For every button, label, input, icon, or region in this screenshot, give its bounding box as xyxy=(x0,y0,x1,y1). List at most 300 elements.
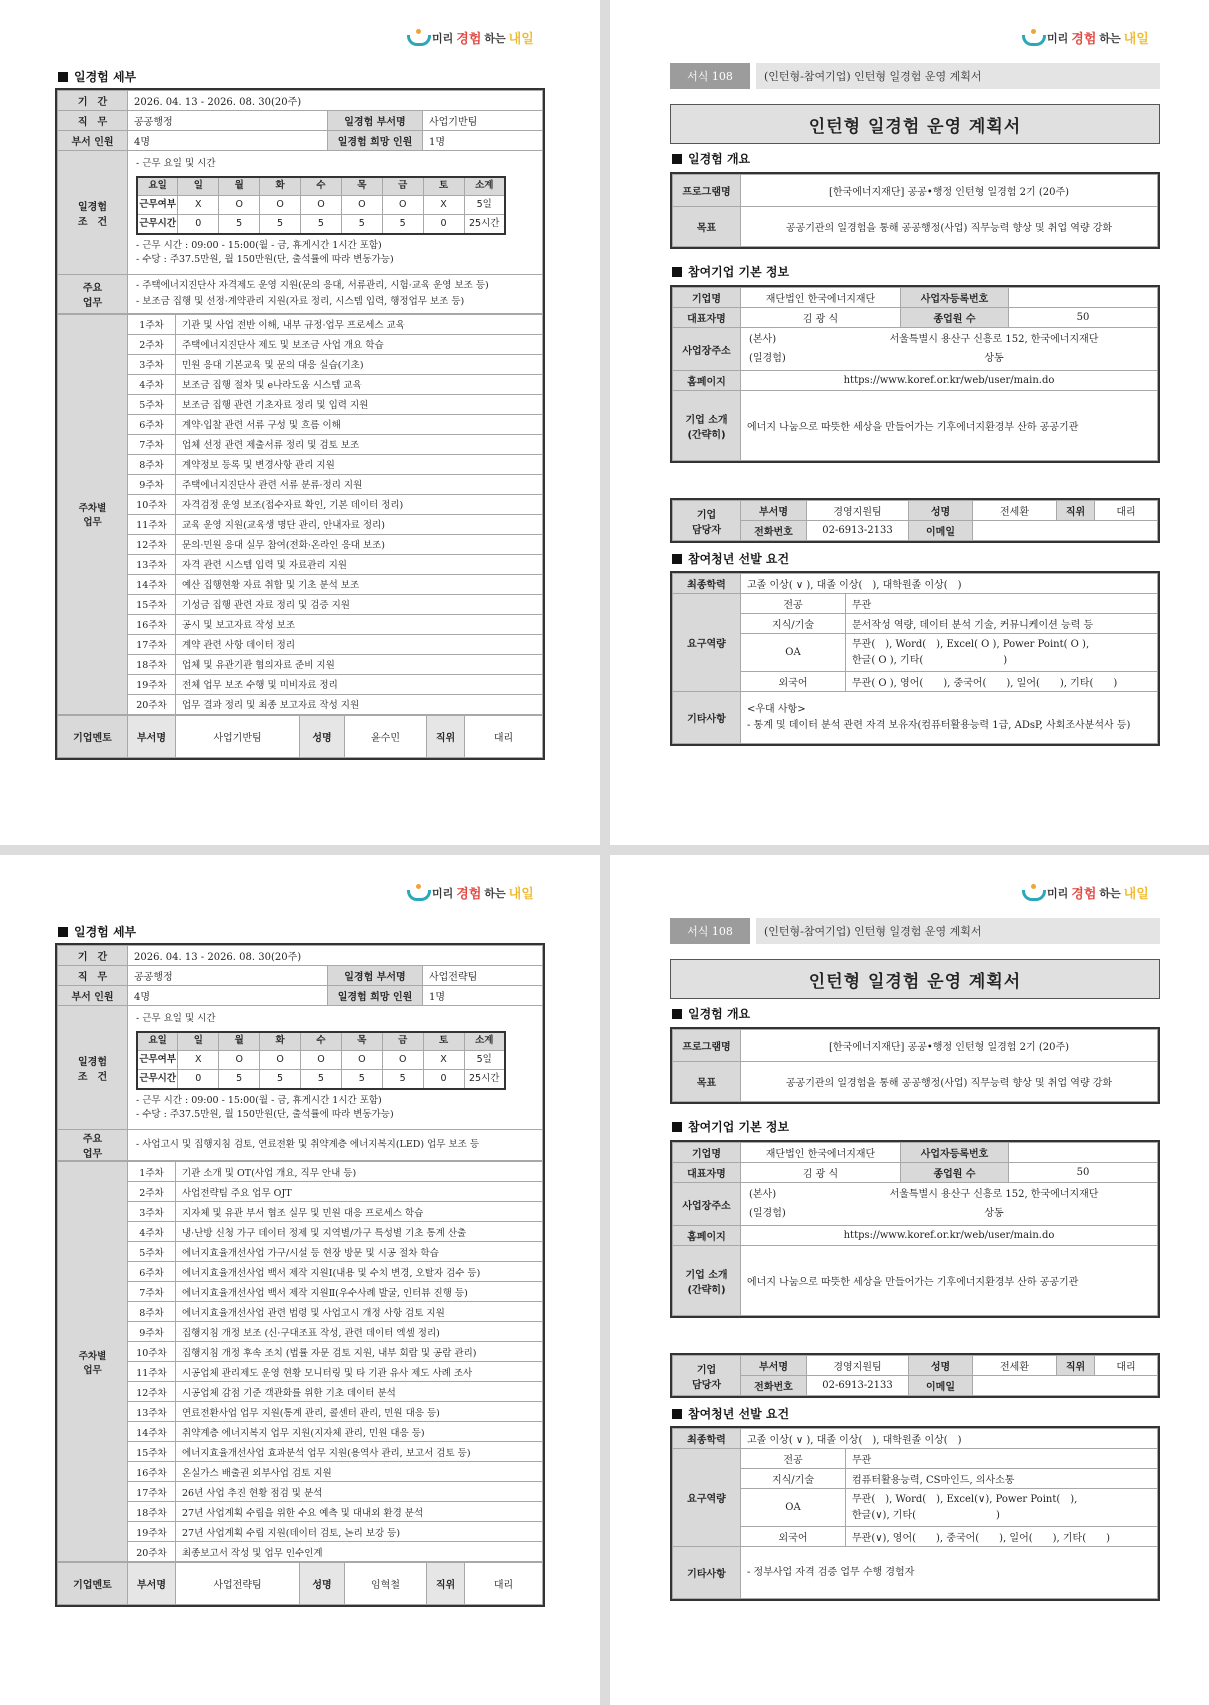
language-value: 무관( O ), 영어( ), 중국어( ), 일어( ), 기타( ) xyxy=(846,672,1158,692)
program-value: [한국에너지재단] 공공•행정 인턴형 일경험 2기 (20주) xyxy=(741,1030,1158,1062)
week-number: 12주차 xyxy=(128,534,176,554)
schedule-cell: 일 xyxy=(178,177,219,196)
company-table xyxy=(670,285,1160,463)
wanted-label: 일경험 희망 인원 xyxy=(327,986,422,1006)
week-task: 민원 응대 기본교육 및 문의 대응 실습(기초) xyxy=(176,354,543,374)
schedule-cell: 0 xyxy=(178,215,219,234)
phone-label: 전화번호 xyxy=(741,1376,807,1396)
week-number: 18주차 xyxy=(128,654,176,674)
week-number: 16주차 xyxy=(128,1462,176,1482)
schedule-cell: 수 xyxy=(301,177,342,196)
schedule-cell: 목 xyxy=(341,1032,382,1051)
intro-value: 에너지 나눔으로 따뜻한 세상을 만들어가는 기후에너지환경부 산하 공공기관 xyxy=(741,391,1158,461)
page-divider-horizontal xyxy=(0,845,1209,855)
week-task: 에너지효율개선사업 백서 제작 지원Ⅰ(내용 및 수치 변경, 오탈자 검수 등) xyxy=(176,1262,543,1282)
square-bullet-icon xyxy=(672,154,682,164)
week-number: 19주차 xyxy=(128,1522,176,1542)
job-value: 공공행정 xyxy=(128,966,328,986)
contact-dept: 경영지원팀 xyxy=(807,1356,909,1376)
schedule-cell: O xyxy=(260,1051,301,1070)
week-task: 예산 집행현황 자료 취합 및 기초 분석 보조 xyxy=(176,574,543,594)
schedule-cell: 금 xyxy=(382,177,423,196)
week-row xyxy=(58,634,543,654)
week-number: 16주차 xyxy=(128,614,176,634)
week-row xyxy=(58,374,543,394)
logo-text-3: 하는 xyxy=(484,31,506,45)
program-value: [한국에너지재단] 공공•행정 인턴형 일경험 2기 (20주) xyxy=(741,175,1158,207)
schedule-cell: 0 xyxy=(423,215,464,234)
weekly-label-1: 주차별 xyxy=(78,503,107,514)
week-row xyxy=(58,494,543,514)
main-tasks-label-2: 업무 xyxy=(82,1149,103,1161)
period-label: 기 간 xyxy=(58,946,128,966)
schedule-cell: 근무여부 xyxy=(137,1051,178,1070)
education-label: 최종학력 xyxy=(673,574,741,594)
week-row xyxy=(58,1182,543,1202)
form-label: (인턴형-참여기업) 인턴형 일경험 운영 계획서 xyxy=(756,918,1160,944)
detail-page-1 xyxy=(0,0,600,845)
mentor-dept-label: 부서명 xyxy=(128,715,176,757)
oa-line-1: 무관( ), Word( ), Excel( O ), Power Point( O ), xyxy=(852,638,1090,650)
week-row xyxy=(58,614,543,634)
contact-name: 전세환 xyxy=(973,1356,1057,1376)
mentor-table xyxy=(57,1562,543,1605)
week-task: 냉·난방 신청 가구 데이터 정제 및 지역별/가구 특성별 기초 통계 산출 xyxy=(176,1222,543,1242)
conditions-cell xyxy=(128,1006,543,1130)
site-address: 상동 xyxy=(984,1208,1004,1219)
biz-no xyxy=(1009,1143,1158,1163)
week-task: 주택에너지진단사 제도 및 보조금 사업 개요 학습 xyxy=(176,334,543,354)
week-task: 계약·입찰 관련 서류 구성 및 흐름 이해 xyxy=(176,414,543,434)
intro-label-2: (간략히) xyxy=(687,1284,726,1296)
intro-label-1: 기업 소개 xyxy=(685,414,728,426)
weekly-label-1: 주차별 xyxy=(78,1350,107,1362)
week-task: 집행지침 개정 후속 조치 (법률 자문 검토 지원, 내부 회람 및 공람 관리) xyxy=(176,1342,543,1362)
week-number: 19주차 xyxy=(128,674,176,694)
hq-address: 서울특별시 용산구 신흥로 152, 한국에너지재단 xyxy=(889,334,1099,345)
etc-value xyxy=(741,1547,1158,1599)
week-row xyxy=(58,1282,543,1302)
week-task: 주택에너지진단사 관련 서류 분류·정리 지원 xyxy=(176,474,543,494)
logo-text-4: 내일 xyxy=(1123,32,1149,47)
dept-label: 일경험 부서명 xyxy=(327,966,422,986)
biz-no-label: 사업자등록번호 xyxy=(901,1143,1009,1163)
major-value: 무관 xyxy=(846,1449,1158,1469)
runner-logo-icon xyxy=(1020,884,1044,902)
email-label: 이메일 xyxy=(909,521,973,541)
contact-rank-label: 직위 xyxy=(1057,501,1095,521)
week-task: 27년 사업계획 수립 지원(데이터 검토, 논리 보강 등) xyxy=(176,1522,543,1542)
week-task: 사업전략팀 주요 업무 OJT xyxy=(176,1182,543,1202)
site-address: 상동 xyxy=(984,353,1004,364)
week-number: 6주차 xyxy=(128,1262,176,1282)
week-task: 에너지효율개선사업 가구/시설 등 현장 방문 및 시공 절차 학습 xyxy=(176,1242,543,1262)
conditions-label xyxy=(58,1006,128,1130)
conditions-intro: - 근무 요일 및 시간 xyxy=(136,1013,216,1024)
week-row xyxy=(58,394,543,414)
week-number: 10주차 xyxy=(128,494,176,514)
week-number: 13주차 xyxy=(128,554,176,574)
schedule-cell: 25시간 xyxy=(464,1070,505,1089)
conditions-cell xyxy=(128,151,543,275)
email-label: 이메일 xyxy=(909,1376,973,1396)
week-number: 4주차 xyxy=(128,374,176,394)
week-row xyxy=(58,454,543,474)
program-logo xyxy=(405,28,534,47)
major-label: 전공 xyxy=(741,1449,846,1469)
address-label: 사업장주소 xyxy=(673,328,741,371)
week-number: 1주차 xyxy=(128,1162,176,1182)
section-title-text: 참여청년 선발 요건 xyxy=(688,552,790,566)
main-tasks-label xyxy=(58,1130,128,1161)
logo-text-3: 하는 xyxy=(1099,886,1121,900)
intro-label-2: (간략히) xyxy=(687,429,726,441)
staff-value: 4명 xyxy=(128,986,328,1006)
section-title-company xyxy=(672,1118,789,1135)
section-title-text: 일경험 개요 xyxy=(688,152,751,166)
intro-label xyxy=(673,1246,741,1316)
schedule-cell: X xyxy=(178,196,219,215)
skills-label: 요구역량 xyxy=(673,1449,741,1547)
week-row xyxy=(58,1322,543,1342)
schedule-cell: X xyxy=(423,1051,464,1070)
job-value: 공공행정 xyxy=(128,111,328,131)
week-number: 20주차 xyxy=(128,694,176,714)
schedule-cell: 화 xyxy=(260,1032,301,1051)
week-number: 6주차 xyxy=(128,414,176,434)
week-number: 2주차 xyxy=(128,1182,176,1202)
detail-page-2 xyxy=(0,855,600,1705)
main-tasks-label-1: 주요 xyxy=(82,282,103,294)
mentor-rank-label: 직위 xyxy=(427,715,465,757)
plan-page-2 xyxy=(610,855,1209,1705)
week-number: 3주차 xyxy=(128,1202,176,1222)
week-row xyxy=(58,334,543,354)
oa-value xyxy=(846,1489,1158,1527)
logo-text-2: 경험 xyxy=(456,887,482,902)
square-bullet-icon xyxy=(672,1009,682,1019)
contact-rank: 대리 xyxy=(1095,501,1158,521)
conditions-label-1: 일경험 xyxy=(78,1056,107,1068)
week-task: 자격 관련 시스템 입력 및 자료관리 지원 xyxy=(176,554,543,574)
week-number: 5주차 xyxy=(128,1242,176,1262)
main-task-line: - 사업고시 및 집행지침 검토, 연료전환 및 취약계층 에너지복지(LED) 업무 보조 등 xyxy=(136,1139,480,1151)
staff-label: 부서 인원 xyxy=(58,131,128,151)
work-time: - 근무 시간 : 09:00 - 15:00(월 - 금, 휴게시간 1시간 포함) xyxy=(136,1094,382,1106)
intro-label xyxy=(673,391,741,461)
mentor-rank: 대리 xyxy=(465,1563,543,1605)
dept-value: 사업전략팀 xyxy=(422,966,542,986)
section-title-text: 일경험 세부 xyxy=(74,70,137,84)
logo-text-2: 경험 xyxy=(456,32,482,47)
schedule-cell: 5 xyxy=(260,215,301,234)
week-task: 전체 업무 보조 수행 및 미비자료 정리 xyxy=(176,674,543,694)
logo-text-4: 내일 xyxy=(1123,887,1149,902)
employees-value: 50 xyxy=(1009,308,1158,328)
week-row xyxy=(58,1202,543,1222)
week-task: 기성금 집행 관련 자료 정리 및 검증 지원 xyxy=(176,594,543,614)
week-row xyxy=(58,574,543,594)
week-row xyxy=(58,694,543,714)
etc-label: 기타사항 xyxy=(673,1547,741,1599)
schedule-cell: 토 xyxy=(423,177,464,196)
square-bullet-icon xyxy=(672,554,682,564)
wanted-label: 일경험 희망 인원 xyxy=(327,131,422,151)
week-task: 자격검정 운영 보조(접수자료 확인, 기본 데이터 정리) xyxy=(176,494,543,514)
schedule-cell: 5 xyxy=(219,1070,260,1089)
detail-table xyxy=(55,943,545,1607)
weekly-label-2: 업무 xyxy=(83,517,102,528)
schedule-cell: 근무시간 xyxy=(137,215,178,234)
ceo-label: 대표자명 xyxy=(673,1163,741,1183)
schedule-cell: 화 xyxy=(260,177,301,196)
logo-text-2: 경험 xyxy=(1071,887,1097,902)
major-label: 전공 xyxy=(741,594,846,614)
conditions-label-1: 일경험 xyxy=(78,201,107,213)
wanted-value: 1명 xyxy=(422,131,542,151)
program-logo xyxy=(405,883,534,902)
logo-text-2: 경험 xyxy=(1071,32,1097,47)
main-tasks-label-1: 주요 xyxy=(82,1134,103,1146)
etc-line-1: <우대 사항> xyxy=(747,703,806,715)
week-number: 17주차 xyxy=(128,1482,176,1502)
phone-value: 02-6913-2133 xyxy=(807,521,909,541)
week-task: 기관 소개 및 OT(사업 개요, 직무 안내 등) xyxy=(176,1162,543,1182)
homepage-link[interactable]: https://www.koref.or.kr/web/user/main.do xyxy=(741,371,1158,391)
conditions-intro: - 근무 요일 및 시간 xyxy=(136,158,216,169)
week-row xyxy=(58,314,543,334)
mentor-label: 기업멘토 xyxy=(58,1563,128,1605)
week-row xyxy=(58,354,543,374)
week-number: 10주차 xyxy=(128,1342,176,1362)
square-bullet-icon xyxy=(58,927,68,937)
main-tasks-cell xyxy=(128,1130,543,1161)
logo-text-4: 내일 xyxy=(508,32,534,47)
company-name: 재단법인 한국에너지재단 xyxy=(741,1143,901,1163)
hq-label: (본사) xyxy=(749,1189,777,1200)
week-number: 2주차 xyxy=(128,334,176,354)
week-task: 계약정보 등록 및 변경사항 관리 지원 xyxy=(176,454,543,474)
schedule-cell: 25시간 xyxy=(464,215,505,234)
weekly-tasks-label xyxy=(58,1162,128,1562)
education-value: 고졸 이상( ∨ ), 대졸 이상( ), 대학원졸 이상( ) xyxy=(741,574,1158,594)
schedule-cell: 월 xyxy=(219,1032,260,1051)
contact-rank-label: 직위 xyxy=(1057,1356,1095,1376)
week-task: 업체 및 유관기관 협의자료 준비 지원 xyxy=(176,654,543,674)
biz-no-label: 사업자등록번호 xyxy=(901,288,1009,308)
week-number: 3주차 xyxy=(128,354,176,374)
contact-dept-label: 부서명 xyxy=(741,1356,807,1376)
schedule-cell: O xyxy=(219,1051,260,1070)
week-task: 에너지효율개선사업 효과분석 업무 지원(용역사 관리, 보고서 검토 등) xyxy=(176,1442,543,1462)
week-row xyxy=(58,1242,543,1262)
staff-label: 부서 인원 xyxy=(58,986,128,1006)
schedule-cell: O xyxy=(301,1051,342,1070)
schedule-cell: 수 xyxy=(301,1032,342,1051)
week-row xyxy=(58,1402,543,1422)
week-row xyxy=(58,1262,543,1282)
form-header-bar xyxy=(670,918,1160,944)
job-label: 직 무 xyxy=(58,111,128,131)
schedule-cell: 5 xyxy=(382,215,423,234)
goal-value: 공공기관의 일경험을 통해 공공행정(사업) 직무능력 향상 및 취업 역량 강화 xyxy=(741,1062,1158,1102)
week-row xyxy=(58,1422,543,1442)
schedule-cell: 요일 xyxy=(137,1032,178,1051)
address-label: 사업장주소 xyxy=(673,1183,741,1226)
section-title-text: 참여청년 선발 요건 xyxy=(688,1407,790,1421)
week-task: 집행지침 개정 보조 (신·구대조표 작성, 관련 데이터 엑셀 정리) xyxy=(176,1322,543,1342)
week-task: 에너지효율개선사업 백서 제작 지원Ⅱ(우수사례 발굴, 인터뷰 진행 등) xyxy=(176,1282,543,1302)
contact-name-label: 성명 xyxy=(909,1356,973,1376)
section-title-overview xyxy=(672,150,750,167)
hq-label: (본사) xyxy=(749,334,777,345)
week-number: 14주차 xyxy=(128,574,176,594)
week-number: 11주차 xyxy=(128,514,176,534)
section-title-text: 참여기업 기본 정보 xyxy=(688,1120,790,1134)
week-row xyxy=(58,554,543,574)
schedule-cell: 5 xyxy=(260,1070,301,1089)
address-cell xyxy=(741,328,1158,371)
week-task: 26년 사업 추진 현황 점검 및 분석 xyxy=(176,1482,543,1502)
homepage-link[interactable]: https://www.koref.or.kr/web/user/main.do xyxy=(741,1226,1158,1246)
education-label: 최종학력 xyxy=(673,1429,741,1449)
pay-info: - 수당 : 주37.5만원, 월 150만원(단, 출석률에 따라 변동가능) xyxy=(136,254,394,266)
knowledge-label: 지식/기술 xyxy=(741,1469,846,1489)
site-label: (일경험) xyxy=(749,1208,786,1219)
period-value: 2026. 04. 13 - 2026. 08. 30(20주) xyxy=(128,946,543,966)
contact-name-label: 성명 xyxy=(909,501,973,521)
runner-logo-icon xyxy=(405,29,429,47)
schedule-cell: 0 xyxy=(423,1070,464,1089)
mentor-rank: 대리 xyxy=(465,715,543,757)
week-row xyxy=(58,1222,543,1242)
company-table xyxy=(670,1140,1160,1318)
contact-label-2: 담당자 xyxy=(692,524,721,536)
contact-label-1: 기업 xyxy=(696,509,717,521)
square-bullet-icon xyxy=(672,1409,682,1419)
weekly-label-2: 업무 xyxy=(83,1364,102,1376)
wanted-value: 1명 xyxy=(422,986,542,1006)
schedule-cell: 금 xyxy=(382,1032,423,1051)
phone-value: 02-6913-2133 xyxy=(807,1376,909,1396)
schedule-cell: 소계 xyxy=(464,1032,505,1051)
goal-label: 목표 xyxy=(673,207,741,247)
week-number: 7주차 xyxy=(128,1282,176,1302)
logo-text-1: 미리 xyxy=(1047,31,1069,45)
section-title-detail xyxy=(58,923,136,940)
schedule-cell: 0 xyxy=(178,1070,219,1089)
oa-value xyxy=(846,634,1158,672)
schedule-cell: 5일 xyxy=(464,1051,505,1070)
schedule-cell: O xyxy=(382,196,423,215)
language-value: 무관(∨), 영어( ), 중국어( ), 일어( ), 기타( ) xyxy=(846,1527,1158,1547)
period-label: 기 간 xyxy=(58,91,128,111)
conditions-label-2: 조 건 xyxy=(77,1071,108,1083)
week-row xyxy=(58,1162,543,1182)
overview-table xyxy=(670,1027,1160,1104)
week-row xyxy=(58,414,543,434)
mentor-dept-label: 부서명 xyxy=(128,1563,176,1605)
week-number: 1주차 xyxy=(128,314,176,334)
week-task: 연료전환사업 업무 지원(통계 관리, 콜센터 관리, 민원 대응 등) xyxy=(176,1402,543,1422)
main-tasks-label-2: 업무 xyxy=(82,297,103,309)
mentor-name-label: 성명 xyxy=(300,715,345,757)
week-task: 업체 선정 관련 제출서류 정리 및 검토 보조 xyxy=(176,434,543,454)
square-bullet-icon xyxy=(672,1122,682,1132)
section-title-text: 일경험 세부 xyxy=(74,925,137,939)
form-label: (인턴형-참여기업) 인턴형 일경험 운영 계획서 xyxy=(756,63,1160,89)
schedule-cell: 5 xyxy=(341,1070,382,1089)
conditions-label xyxy=(58,151,128,275)
document-title: 인턴형 일경험 운영 계획서 xyxy=(670,104,1160,144)
job-label: 직 무 xyxy=(58,966,128,986)
detail-table xyxy=(55,88,545,760)
week-number: 11주차 xyxy=(128,1362,176,1382)
oa-line-1: 무관( ), Word( ), Excel(∨), Power Point( ), xyxy=(852,1493,1078,1505)
main-task-line: - 보조금 집행 및 선정·계약관리 지원(자료 정리, 시스템 입력, 행정업무 보조 등) xyxy=(136,295,465,307)
week-row xyxy=(58,1302,543,1322)
week-number: 14주차 xyxy=(128,1422,176,1442)
week-number: 8주차 xyxy=(128,1302,176,1322)
week-task: 기관 및 사업 전반 이해, 내부 규정·업무 프로세스 교육 xyxy=(176,314,543,334)
schedule-cell: O xyxy=(382,1051,423,1070)
week-task: 27년 사업계획 수립을 위한 수요 예측 및 대내외 환경 분석 xyxy=(176,1502,543,1522)
oa-line-2: 한글( O ), 기타( ) xyxy=(852,654,1008,666)
weekly-tasks-table xyxy=(57,1161,543,1562)
week-task: 시공업체 감점 기준 객관화를 위한 기초 데이터 분석 xyxy=(176,1382,543,1402)
oa-label: OA xyxy=(741,1489,846,1527)
schedule-cell: 일 xyxy=(178,1032,219,1051)
week-number: 4주차 xyxy=(128,1222,176,1242)
major-value: 무관 xyxy=(846,594,1158,614)
week-number: 20주차 xyxy=(128,1542,176,1562)
week-task: 계약 관련 사항 데이터 정리 xyxy=(176,634,543,654)
contact-label xyxy=(673,501,741,541)
program-label: 프로그램명 xyxy=(673,1030,741,1062)
schedule-cell: 5 xyxy=(382,1070,423,1089)
main-tasks-label xyxy=(58,275,128,313)
etc-value xyxy=(741,692,1158,744)
contact-table xyxy=(670,498,1160,543)
ceo-name: 김 광 식 xyxy=(741,308,901,328)
conditions-label-2: 조 건 xyxy=(77,216,108,228)
logo-text-3: 하는 xyxy=(1099,31,1121,45)
knowledge-value: 컴퓨터활용능력, CS마인드, 의사소통 xyxy=(846,1469,1158,1489)
dept-label: 일경험 부서명 xyxy=(327,111,422,131)
week-number: 17주차 xyxy=(128,634,176,654)
etc-line-2: - 통계 및 데이터 분석 관련 자격 보유자(컴퓨터활용능력 1급, ADsP, 사회조사분석사 등) xyxy=(747,719,1131,731)
requirements-table xyxy=(670,571,1160,746)
week-row xyxy=(58,654,543,674)
week-task: 에너지효율개선사업 관련 법령 및 사업고시 개정 사항 검토 지원 xyxy=(176,1302,543,1322)
week-task: 온실가스 배출권 외부사업 검토 지원 xyxy=(176,1462,543,1482)
weekly-tasks-label xyxy=(58,314,128,714)
contact-table xyxy=(670,1353,1160,1398)
phone-label: 전화번호 xyxy=(741,521,807,541)
language-label: 외국어 xyxy=(741,672,846,692)
section-title-detail xyxy=(58,68,136,85)
employees-label: 종업원 수 xyxy=(901,308,1009,328)
schedule-cell: 근무여부 xyxy=(137,196,178,215)
week-row xyxy=(58,1342,543,1362)
staff-value: 4명 xyxy=(128,131,328,151)
mentor-dept: 사업전략팀 xyxy=(176,1563,300,1605)
week-row xyxy=(58,534,543,554)
etc-label: 기타사항 xyxy=(673,692,741,744)
schedule-cell: 소계 xyxy=(464,177,505,196)
week-task: 공시 및 보고자료 작성 보조 xyxy=(176,614,543,634)
oa-label: OA xyxy=(741,634,846,672)
